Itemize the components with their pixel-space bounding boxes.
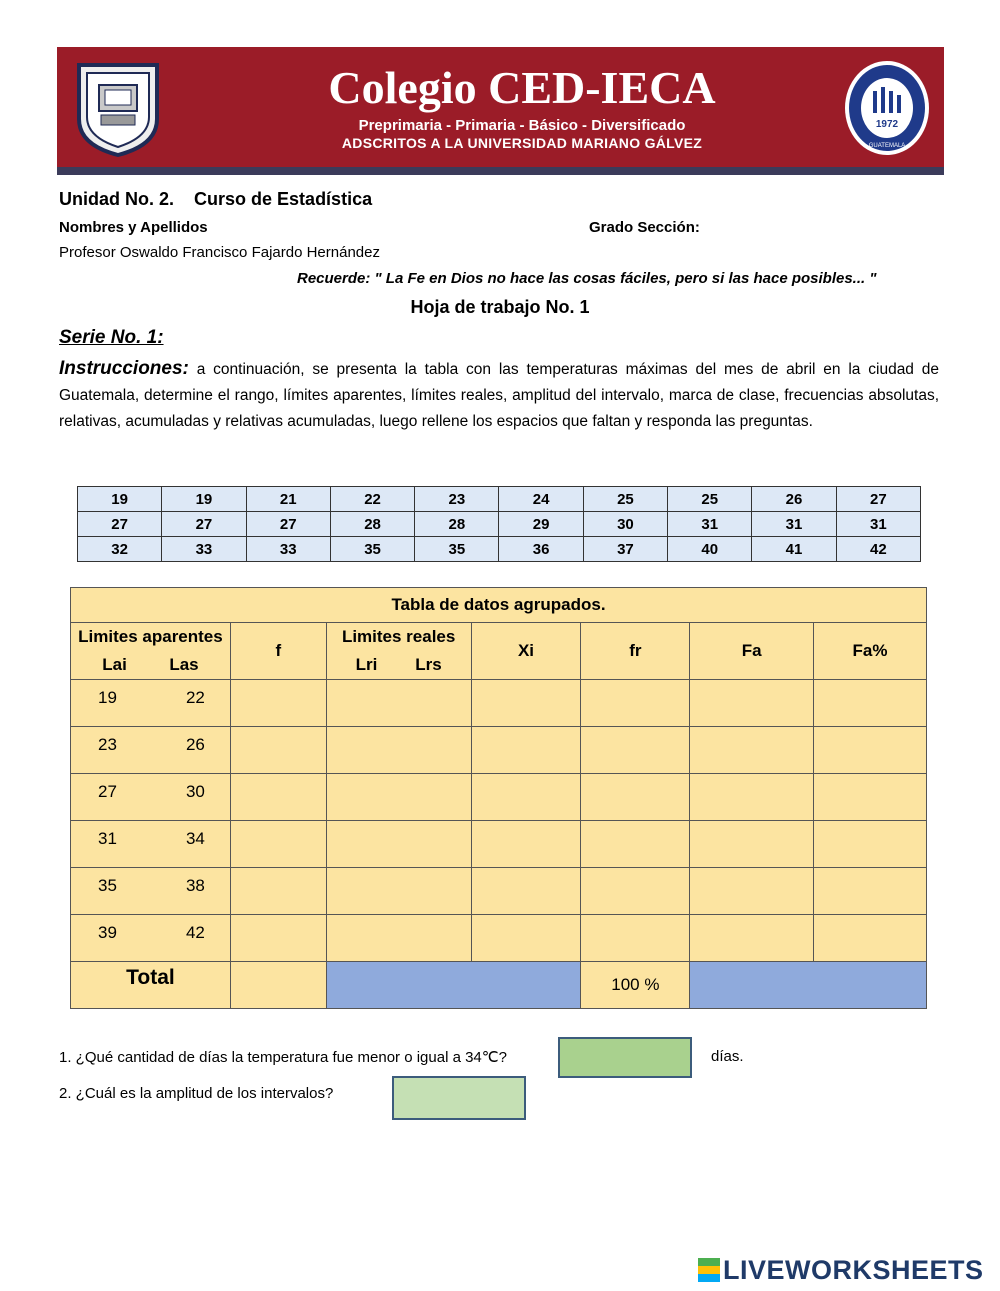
- f-input[interactable]: [230, 774, 326, 821]
- data-cell: 28: [330, 512, 414, 537]
- answer-2-input[interactable]: [392, 1076, 526, 1120]
- class-limits: [71, 915, 231, 962]
- f-input[interactable]: [230, 680, 326, 727]
- question-2: 2. ¿Cuál es la amplitud de los intervalos?: [59, 1085, 334, 1102]
- data-cell: 42: [836, 537, 920, 562]
- data-cell: 31: [752, 512, 836, 537]
- liveworksheets-icon: [698, 1258, 720, 1282]
- fa-input[interactable]: [690, 915, 814, 962]
- las-value: 22: [185, 688, 205, 707]
- fr-input[interactable]: [581, 774, 690, 821]
- data-cell: 23: [415, 487, 499, 512]
- sheet-title: Hoja de trabajo No. 1: [410, 297, 590, 317]
- fr-input[interactable]: [581, 868, 690, 915]
- class-limits: [71, 821, 231, 868]
- total-blocked-cell-2: [690, 962, 927, 1009]
- lri-label: Lri: [355, 655, 378, 674]
- header-fa-percent: Fa%: [814, 623, 927, 680]
- f-input[interactable]: [230, 727, 326, 774]
- temperature-data-table: [77, 486, 921, 562]
- xi-input[interactable]: [471, 680, 581, 727]
- data-cell: 40: [668, 537, 752, 562]
- liveworksheets-logo: [698, 1255, 984, 1286]
- data-cell: 36: [499, 537, 583, 562]
- data-cell: 31: [836, 512, 920, 537]
- class-limits: [71, 774, 231, 821]
- real-limits-label: Limites reales: [341, 627, 456, 646]
- real-limits-input[interactable]: [326, 915, 471, 962]
- data-cell: 35: [415, 537, 499, 562]
- fr-input[interactable]: [581, 821, 690, 868]
- lai-value: 19: [98, 688, 117, 707]
- data-cell: 19: [78, 487, 162, 512]
- data-cell: 29: [499, 512, 583, 537]
- data-cell: 31: [668, 512, 752, 537]
- data-cell: 33: [162, 537, 246, 562]
- grouped-table-title: Tabla de datos agrupados.: [71, 588, 927, 623]
- school-crest-icon: [71, 57, 165, 157]
- data-row: [78, 537, 921, 562]
- seal-city: GUATEMALA: [868, 143, 906, 149]
- las-value: 26: [185, 735, 205, 754]
- data-cell: 27: [836, 487, 920, 512]
- names-label: Nombres y Apellidos: [59, 219, 208, 236]
- data-cell: 37: [583, 537, 667, 562]
- instructions: [59, 356, 939, 435]
- data-cell: 25: [583, 487, 667, 512]
- motto: Recuerde: " La Fe en Dios no hace las cosas fáciles, pero si las hace posibles... ": [297, 270, 877, 287]
- real-limits-input[interactable]: [326, 680, 471, 727]
- fa-input[interactable]: [690, 774, 814, 821]
- data-cell: 24: [499, 487, 583, 512]
- data-row: [78, 487, 921, 512]
- fr-input[interactable]: [581, 680, 690, 727]
- las-label: Las: [169, 655, 199, 674]
- data-cell: 41: [752, 537, 836, 562]
- fa-percent-input[interactable]: [814, 915, 927, 962]
- logo-text: LIVEWORKSHEETS: [723, 1255, 984, 1285]
- total-f-input[interactable]: [230, 962, 326, 1009]
- fa-input[interactable]: [690, 821, 814, 868]
- grade-label: Grado Sección:: [589, 219, 700, 236]
- school-levels: Preprimaria - Primaria - Básico - Diversificado: [358, 117, 686, 134]
- las-value: 30: [185, 782, 205, 801]
- data-cell: 25: [668, 487, 752, 512]
- data-cell: 33: [246, 537, 330, 562]
- data-cell: 27: [246, 512, 330, 537]
- school-banner: [57, 47, 944, 175]
- real-limits-input[interactable]: [326, 821, 471, 868]
- question-1: 1. ¿Qué cantidad de días la temperatura fue menor o igual a 34℃?: [59, 1049, 507, 1066]
- school-name: Colegio CED-IECA: [328, 62, 716, 113]
- xi-input[interactable]: [471, 727, 581, 774]
- class-row: [71, 727, 927, 774]
- lrs-label: Lrs: [415, 655, 442, 674]
- fa-percent-input[interactable]: [814, 868, 927, 915]
- xi-input[interactable]: [471, 821, 581, 868]
- fr-input[interactable]: [581, 727, 690, 774]
- fa-input[interactable]: [690, 868, 814, 915]
- course-label: Curso de Estadística: [194, 189, 373, 209]
- las-value: 38: [185, 876, 205, 895]
- school-affiliation: ADSCRITOS A LA UNIVERSIDAD MARIANO GÁLVEZ: [341, 135, 703, 151]
- class-row: [71, 821, 927, 868]
- xi-input[interactable]: [471, 774, 581, 821]
- class-limits: [71, 680, 231, 727]
- xi-input[interactable]: [471, 868, 581, 915]
- instructions-text: a continuación, se presenta la tabla con las temperaturas máximas del mes de abril en la ciudad de Guatemala, determine el rango, límites aparentes, límites reales, amplitud del intervalo, marca de clase, frecuencias absolutas, relativas, acumuladas y relativas acumuladas, luego rellene los espacios que faltan y responda las preguntas.: [59, 361, 940, 430]
- fa-input[interactable]: [690, 680, 814, 727]
- class-limits: [71, 727, 231, 774]
- question-1-unit: días.: [711, 1048, 744, 1065]
- lai-value: 39: [98, 923, 117, 942]
- data-cell: 28: [415, 512, 499, 537]
- las-value: 42: [185, 923, 205, 942]
- school-seal-icon: [843, 59, 931, 157]
- total-label: Total: [71, 962, 231, 1009]
- answer-1-input[interactable]: [558, 1037, 692, 1078]
- f-input[interactable]: [230, 915, 326, 962]
- class-row: [71, 868, 927, 915]
- data-row: [78, 512, 921, 537]
- total-fr: 100 %: [581, 962, 690, 1009]
- lai-value: 27: [98, 782, 117, 801]
- data-cell: 19: [162, 487, 246, 512]
- unit-label: Unidad No. 2.: [59, 189, 175, 209]
- teacher-name: Profesor Oswaldo Francisco Fajardo Hernández: [59, 244, 380, 261]
- lai-label: Lai: [102, 655, 127, 674]
- fa-input[interactable]: [690, 727, 814, 774]
- header-fa: Fa: [690, 623, 814, 680]
- fa-percent-input[interactable]: [814, 774, 927, 821]
- lai-value: 31: [98, 829, 117, 848]
- f-input[interactable]: [230, 868, 326, 915]
- xi-input[interactable]: [471, 915, 581, 962]
- data-cell: 27: [162, 512, 246, 537]
- f-input[interactable]: [230, 821, 326, 868]
- header-f: f: [230, 623, 326, 680]
- class-row: [71, 774, 927, 821]
- grouped-data-table: [70, 587, 927, 1009]
- header-real-limits: [326, 623, 471, 680]
- real-limits-input[interactable]: [326, 727, 471, 774]
- header-fr: fr: [581, 623, 690, 680]
- class-limits: [71, 868, 231, 915]
- data-cell: 32: [78, 537, 162, 562]
- data-cell: 26: [752, 487, 836, 512]
- data-cell: 27: [78, 512, 162, 537]
- data-cell: 22: [330, 487, 414, 512]
- series-title: Serie No. 1:: [59, 327, 164, 348]
- total-blocked-cell: [326, 962, 581, 1009]
- fa-percent-input[interactable]: [814, 680, 927, 727]
- real-limits-input[interactable]: [326, 774, 471, 821]
- data-cell: 35: [330, 537, 414, 562]
- data-cell: 30: [583, 512, 667, 537]
- lai-value: 35: [98, 876, 117, 895]
- apparent-limits-label: Limites aparentes: [78, 627, 223, 646]
- las-value: 34: [185, 829, 205, 848]
- lai-value: 23: [98, 735, 117, 754]
- class-row: [71, 915, 927, 962]
- unit-course-line: [59, 189, 372, 210]
- fa-percent-input[interactable]: [814, 821, 927, 868]
- real-limits-input[interactable]: [326, 868, 471, 915]
- header-xi: Xi: [471, 623, 581, 680]
- header-apparent-limits: [71, 623, 231, 680]
- instructions-label: Instrucciones:: [59, 358, 189, 379]
- data-cell: 21: [246, 487, 330, 512]
- class-row: [71, 680, 927, 727]
- fr-input[interactable]: [581, 915, 690, 962]
- seal-year: 1972: [875, 119, 899, 130]
- fa-percent-input[interactable]: [814, 727, 927, 774]
